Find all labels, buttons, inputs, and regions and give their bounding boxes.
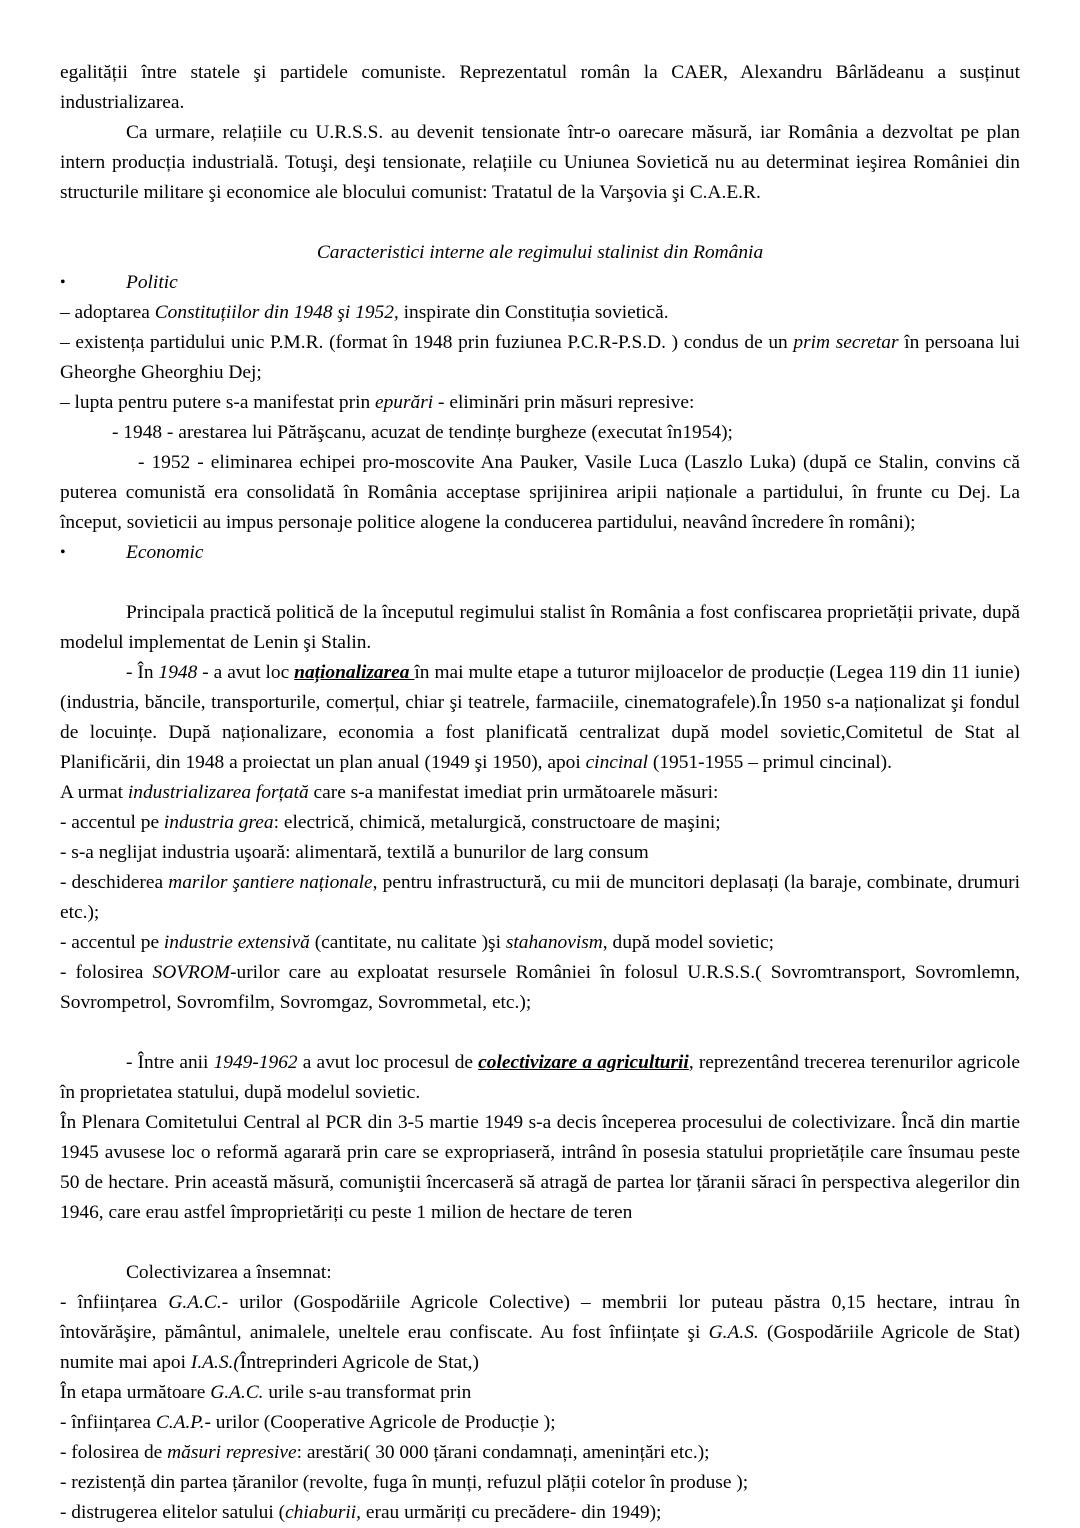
economic-measure-2: - s-a neglijat industria uşoară: alimentară, textilă a bunurilor de larg consum: [60, 842, 649, 863]
repr-post: : arestări( 30 000 țărani condamnați, amenințări etc.);: [296, 1442, 710, 1463]
colectivizare-plenara: În Plenara Comitetului Central al PCR din 3-5 martie 1949 s-a decis începerea procesului de colectivizare. Încă din martie 1945 avusese loc o reformă agarară prin care se expropriaseră, intrând în posesia statului proprietățile care însumau peste 50 de hectare. Prin această măsură, comuniştii încercaseră să atragă de partea lor țăranii săraci în perspectiva alegerilor din 1946, care erau astfel împroprietăriți cu peste 1 milion de hectare de teren: [60, 1112, 1020, 1223]
ias-italic: I.A.S.(: [190, 1352, 240, 1373]
etapa-pre: În etapa următoare: [60, 1382, 211, 1403]
bullet-item-economic: [60, 538, 1020, 568]
spacer: [60, 568, 1020, 598]
gac-italic: G.A.C.: [168, 1292, 222, 1313]
spacer: [60, 208, 1020, 238]
colectivizare-intro: [60, 1048, 1020, 1108]
bullet-icon: •: [60, 274, 66, 291]
elite-pre: - distrugerea elitelor satului (: [60, 1502, 286, 1523]
m4-pre: - accentul pe: [60, 932, 164, 953]
politic-item-1: [60, 298, 1020, 328]
col-pre: - Între anii: [126, 1052, 214, 1073]
m3-post: , pentru infrastructură, cu mii de muncitori deplasați (la baraje, combinate, drumuri etc.);: [60, 872, 1020, 923]
politic-item-2-italic: prim secretar: [793, 332, 899, 353]
m1-pre: - accentul pe: [60, 812, 164, 833]
term-colectivizare-agriculturii: colectivizare a agriculturii: [478, 1052, 689, 1073]
repr-pre: - folosirea de: [60, 1442, 168, 1463]
politic-subitem-1948: - 1948 - arestarea lui Pătrăşcanu, acuzat de tendințe burgheze (executat în1954);: [112, 422, 733, 443]
economic-measure-5: [60, 958, 1020, 1018]
gas-italic: G.A.S.: [708, 1322, 759, 1343]
section-heading: Caracteristici interne ale regimului stalinist din România: [316, 242, 764, 263]
nat-year: 1948: [158, 662, 198, 683]
gac-mid: - urilor (Gospodăriile Agricole Colective) – membrii lor puteau păstra 0,15 hectare, intrau în întovărăşire, pământul, animalele, uneltele erau confiscate. Au fost înființate şi: [60, 1292, 1021, 1343]
colectivizare-gac: [60, 1288, 1020, 1378]
nat-pre: - În: [126, 662, 159, 683]
etapa-italic: G.A.C.: [210, 1382, 264, 1403]
cap-post: - urilor (Cooperative Agricole de Producție );: [204, 1412, 556, 1433]
nat-post: în mai multe etape a tuturor mijloacelor de producție (Legea 119 din 11 iunie) (industria, băncile, transporturile, comerțul, chiar şi teatrele, farmaciile, cinematografele).În 1950 s-a naționalizat şi fondul de locuințe. După naționalizare, economia a fost planificată centralizat după model sovietic,Comitetul de Stat al Planificării, din 1948 a proiectat un plan anual (1949 şi 1950), apoi: [60, 662, 1021, 773]
m1-italic: industria grea: [163, 812, 274, 833]
economic-industrializare-intro: [60, 778, 1020, 808]
elite-italic: chiaburii,: [285, 1502, 362, 1523]
term-nationalizarea: naționalizarea: [294, 662, 415, 683]
economic-intro: Principala practică politică de la începutul regimului stalist în România a fost confiscarea proprietății private, după modelul implementat de Lenin şi Stalin.: [60, 602, 1020, 653]
repr-italic: măsuri represive: [167, 1442, 297, 1463]
m4-post: , după model sovietic;: [602, 932, 775, 953]
m4-mid: (cantitate, nu calitate )şi: [309, 932, 506, 953]
col-mid: a avut loc procesul de: [297, 1052, 479, 1073]
politic-subitem-1952: - 1952 - eliminarea echipei pro-moscovite Ana Pauker, Vasile Luca (Laszlo Luka) (după ce Stalin, convins că puterea comunistă era consolidată în România acceptase sprijinirea aripii naționale a partidului, în frunte cu Dej. La început, sovieticii au impus personaje politice alogene la conducerea partidului, neavând încredere în români);: [60, 452, 1020, 533]
nat-cincinal: cincinal: [585, 752, 649, 773]
col-years: 1949-1962: [213, 1052, 298, 1073]
spacer: [60, 1018, 1020, 1048]
bullet-label-economic: Economic: [126, 542, 204, 563]
m5-italic: SOVROM: [152, 962, 231, 983]
colectivizare-masuri-represive: [60, 1438, 1020, 1468]
politic-item-3: [60, 388, 1020, 418]
nat-end: (1951-1955 – primul cincinal).: [648, 752, 892, 773]
bullet-label-politic: Politic: [126, 272, 178, 293]
ind-pre: A urmat: [60, 782, 128, 803]
m1-post: : electrică, chimică, metalurgică, constructoare de maşini;: [273, 812, 721, 833]
politic-item-3-post: - eliminări prin măsuri represive:: [433, 392, 695, 413]
bullet-item-politic: [60, 268, 1020, 298]
cap-pre: - înființarea: [60, 1412, 156, 1433]
politic-item-3-italic: epurări: [375, 392, 434, 413]
ind-post: care s-a manifestat imediat prin următoarele măsuri:: [308, 782, 719, 803]
politic-item-1-italic: Constituțiilor din 1948 şi 1952,: [154, 302, 399, 323]
paragraph-opening: egalității între statele şi partidele comuniste. Reprezentatul român la CAER, Alexandru Bârlădeanu a susținut industrializarea.: [60, 62, 1020, 113]
colectivizare-elite: [60, 1498, 1020, 1528]
colectivizare-rezistenta: - rezistență din partea țăranilor (revolte, fuga în munți, refuzul plății cotelor în produse );: [60, 1472, 749, 1493]
ind-italic: industrializarea forțată: [127, 782, 309, 803]
m3-pre: - deschiderea: [60, 872, 169, 893]
elite-post: erau urmăriți cu precădere- din 1949);: [361, 1502, 662, 1523]
gac-pre: - înființarea: [60, 1292, 169, 1313]
economic-measure-1: [60, 808, 1020, 838]
ias-post: Întreprinderi Agricole de Stat,): [239, 1352, 479, 1373]
bullet-icon: •: [60, 544, 66, 561]
col-post: , reprezentând trecerea terenurilor agricole în proprietatea statului, după modelul sovietic.: [60, 1052, 1020, 1103]
politic-item-1-pre: – adoptarea: [60, 302, 155, 323]
economic-measure-3: [60, 868, 1020, 928]
politic-item-2-post: în persoana lui Gheorghe Gheorghiu Dej;: [60, 332, 1020, 383]
politic-item-2-pre: – existența partidului unic P.M.R. (format în 1948 prin fuziunea P.C.R-P.S.D. ) condus de un: [60, 332, 794, 353]
politic-item-1-post: inspirate din Constituția sovietică.: [398, 302, 669, 323]
m5-post: -urilor care au exploatat resursele României în folosul U.R.S.S.( Sovromtransport, Sovromlemn, Sovrompetrol, Sovromfilm, Sovromgaz, Sovrommetal, etc.);: [60, 962, 1020, 1013]
colectivizare-etapa: [60, 1378, 1020, 1408]
gac-post: (Gospodăriile Agricole de Stat) numite mai apoi: [60, 1322, 1020, 1373]
m5-pre: - folosirea: [60, 962, 153, 983]
m4-italic: industrie extensivă: [163, 932, 310, 953]
colectivizarea-insemnat-title: Colectivizarea a însemnat:: [126, 1262, 332, 1283]
etapa-post: urile s-au transformat prin: [263, 1382, 472, 1403]
colectivizare-cap: [60, 1408, 1020, 1438]
politic-item-3-pre: – lupta pentru putere s-a manifestat prin: [60, 392, 375, 413]
cap-italic: C.A.P.: [155, 1412, 205, 1433]
economic-measure-4: [60, 928, 1020, 958]
spacer: [60, 1228, 1020, 1258]
paragraph-ca-urmare: Ca urmare, relațiile cu U.R.S.S. au devenit tensionate într-o oarecare măsură, iar România a dezvoltat pe plan intern producția industrială. Totuşi, deşi tensionate, relațiile cu Uniunea Sovietică nu au determinat ieşirea României din structurile militare şi economice ale blocului comunist: Tratatul de la Varşovia şi C.A.E.R.: [60, 122, 1020, 203]
nat-mid: - a avut loc: [197, 662, 295, 683]
document-body: [60, 58, 1020, 1528]
m3-italic: marilor şantiere naționale: [168, 872, 373, 893]
m4-italic-2: stahanovism: [505, 932, 603, 953]
politic-item-2: [60, 328, 1020, 388]
economic-nationalizare: [60, 658, 1020, 778]
